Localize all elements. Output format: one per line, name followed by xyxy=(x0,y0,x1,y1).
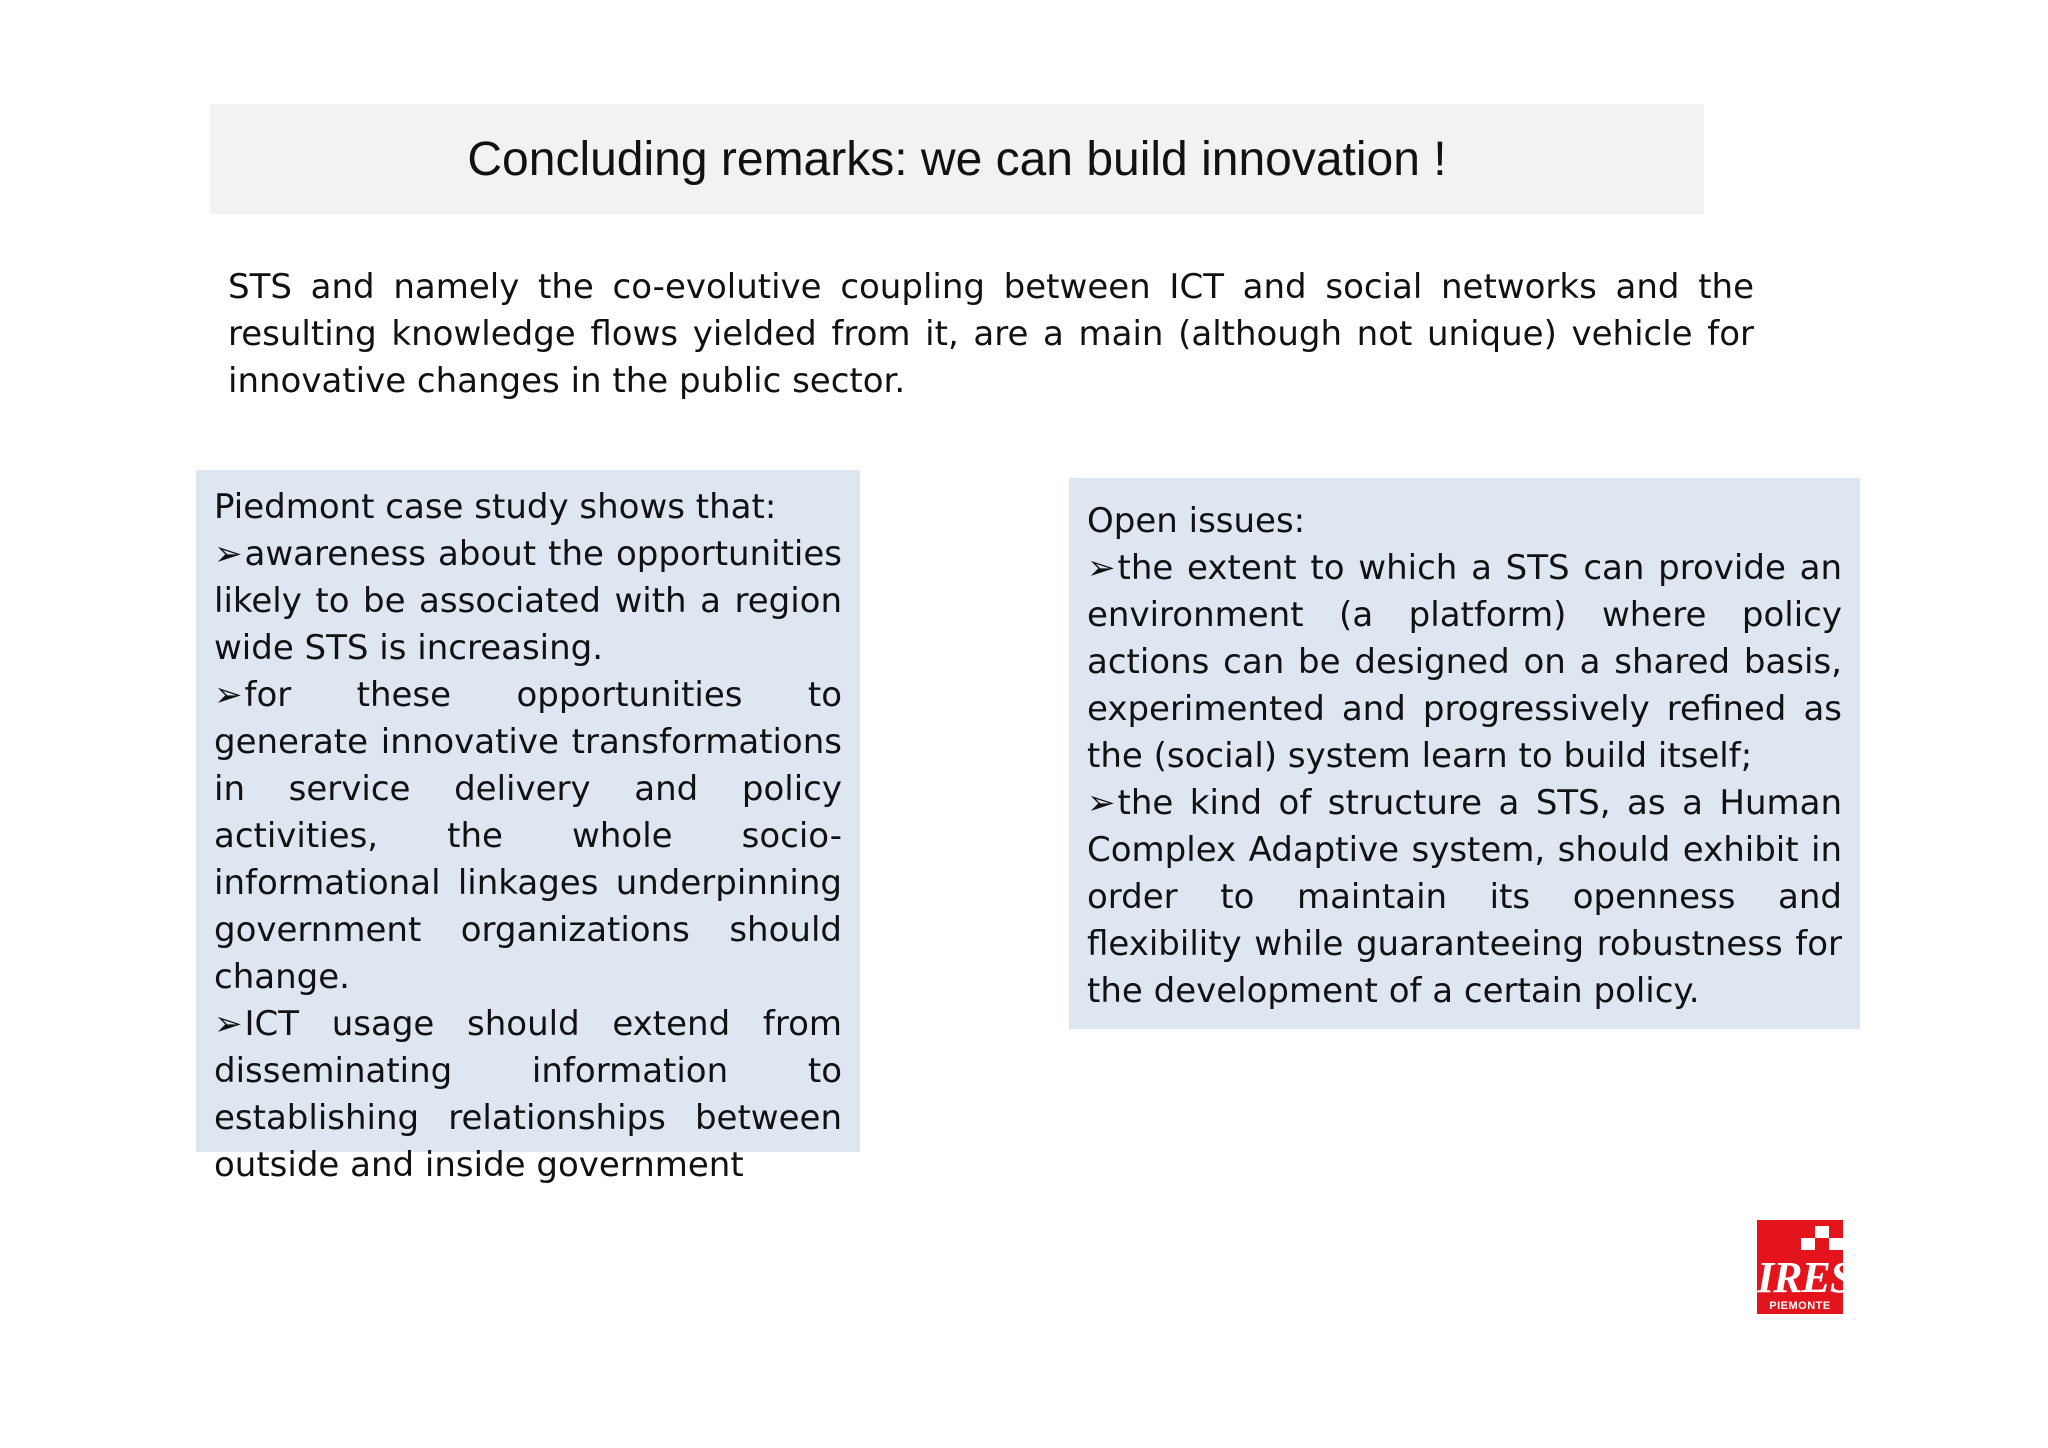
arrow-bullet-icon: ➢ xyxy=(214,675,243,715)
findings-bullet-text: ICT usage should extend from disseminating information to establishing relationships between outside and inside government xyxy=(214,1004,842,1185)
open-issues-heading: Open issues: xyxy=(1087,501,1306,541)
ires-piemonte-logo xyxy=(1757,1220,1854,1314)
findings-bullet xyxy=(214,1001,842,1189)
open-issues-bullet-text: the kind of structure a STS, as a Human Complex Adaptive system, should exhibit in order to maintain its openness and flexibility while guaranteeing robustness for the development of a certain policy. xyxy=(1087,783,1842,1011)
open-issues-box xyxy=(1069,478,1860,1029)
arrow-bullet-icon: ➢ xyxy=(1087,783,1116,823)
findings-bullet-text: awareness about the opportunities likely to be associated with a region wide STS is increasing. xyxy=(214,534,842,668)
findings-bullet-text: for these opportunities to generate innovative transformations in service delivery and policy activities, the whole socio-informational linkages underpinning government organizations should change. xyxy=(214,675,842,997)
logo-text: IRES xyxy=(1757,1253,1854,1302)
arrow-bullet-icon: ➢ xyxy=(1087,548,1116,588)
findings-bullet xyxy=(214,531,842,672)
open-issues-bullet xyxy=(1087,545,1842,780)
open-issues-bullet xyxy=(1087,780,1842,1015)
findings-bullet xyxy=(214,672,842,1001)
slide-title: Concluding remarks: we can build innovation ! xyxy=(467,132,1447,186)
open-issues-bullet-text: the extent to which a STS can provide an environment (a platform) where policy actions can be designed on a shared basis, experimented and progressively refined as the (social) system learn to build itself; xyxy=(1087,548,1842,776)
logo-subtext: PIEMONTE xyxy=(1769,1300,1831,1312)
findings-heading: Piedmont case study shows that: xyxy=(214,487,777,527)
arrow-bullet-icon: ➢ xyxy=(214,534,243,574)
title-bar xyxy=(210,104,1704,214)
arrow-bullet-icon: ➢ xyxy=(214,1004,243,1044)
intro-paragraph: STS and namely the co-evolutive coupling between ICT and social networks and the resulting knowledge flows yielded from it, are a main (although not unique) vehicle for innovative changes in the public sector. xyxy=(228,267,1754,401)
findings-box xyxy=(196,470,860,1185)
